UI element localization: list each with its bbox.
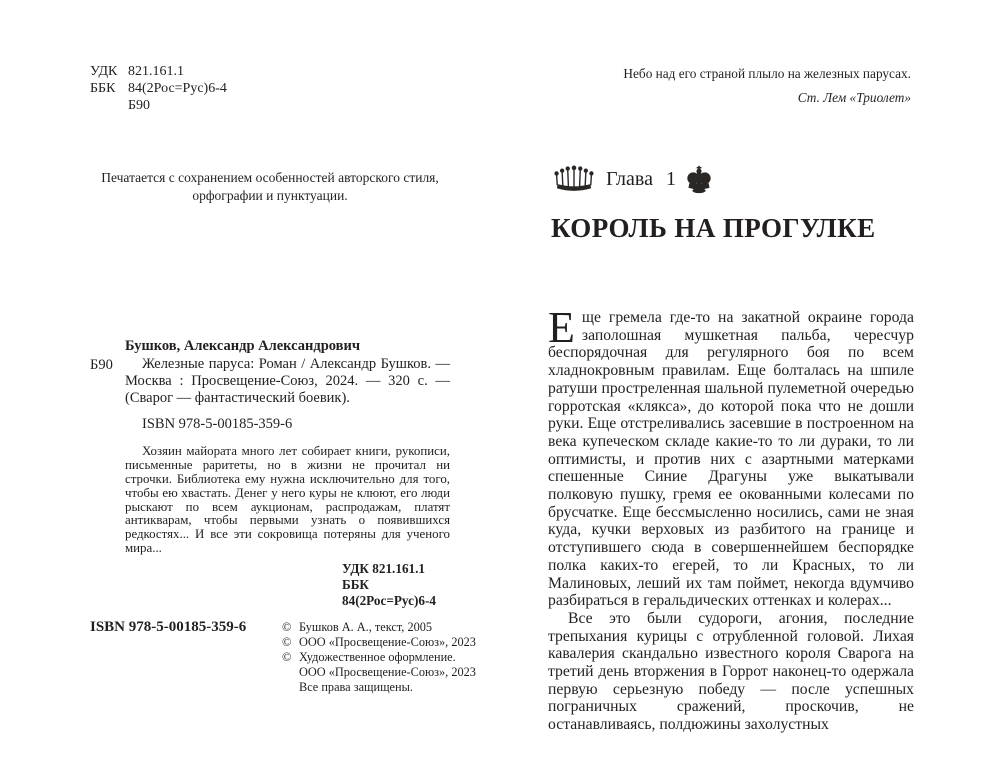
chapter-number: 1 xyxy=(665,167,676,190)
bib-author: Бушков, Александр Александрович xyxy=(125,338,361,354)
copyright-text: Художественное оформление. xyxy=(299,650,456,664)
udk-row xyxy=(90,63,227,80)
bib-udk-line: УДК 821.161.1 xyxy=(342,561,426,577)
bib-description-row xyxy=(90,356,452,407)
bib-description: Железные паруса: Роман / Александр Бушков. — Москва : Просвещение-Союз, 2024. — 320 с. — (Сварог — фантастический боевик). xyxy=(125,355,450,406)
body-paragraph: Еще гремела где-то на закатной окраине города заполошная мушкетная пальба, чересчур беспорядочная для регулярного боя по всем хладнокровным правилам. Еще болталась на шпиле ратуши простреленная шальной пулеметной очередью горротская «клякса», до которой пока что не дошли руки. Еще отстреливались засевшие в построенном на века купеческом складе какие-то то ли дураки, то ли оптимисты, и против них с азартными матерками спешенные Синие Драгуны уже выкатывали полковую пушку, гремя ее окованными колесами по брусчатке. Еще бессмысленно носились, сами не зная куда, кучки верховых из разбитого на границе и отступившего сюда в совершеннейшем беспорядке полка каких-то егерей, то ли Красных, то ли Малиновых, леший их там поймет, некогда вдумчиво разбираться в геральдических оттенках и колерах... xyxy=(548,303,914,610)
copyright-icon: © xyxy=(282,620,292,634)
copyright-entry xyxy=(282,620,482,635)
bbk-row xyxy=(90,80,227,97)
copyright-block xyxy=(282,620,482,695)
udk-value: 821.161.1 xyxy=(128,64,184,79)
chapter-body xyxy=(548,303,914,734)
print-note: Печатается с сохранением особенностей авторского стиля, орфографии и пунктуации. xyxy=(101,170,439,203)
bib-isbn: ISBN 978-5-00185-359-6 xyxy=(142,415,293,432)
chapter-heading xyxy=(551,164,713,194)
copyright-rights-line xyxy=(282,680,482,695)
bbk-label: ББК xyxy=(90,81,116,96)
copyright-icon: © xyxy=(282,650,292,664)
copyright-entry xyxy=(282,635,482,650)
bib-bbk-line: ББК 84(2Рос=Рус)6-4 xyxy=(342,577,436,608)
copyright-entry-continuation xyxy=(282,665,482,680)
bib-margin-sign: Б90 xyxy=(90,356,113,373)
chapter-title: КОРОЛЬ НА ПРОГУЛКЕ xyxy=(551,213,876,243)
classification-block xyxy=(90,63,227,114)
epigraph xyxy=(623,66,911,106)
copyright-entry xyxy=(282,650,482,665)
bib-classification-footer xyxy=(342,561,452,609)
bib-annotation: Хозяин майората много лет собирает книги, рукописи, письменные раритеты, но в жизни не прочитал ни строчки. Библиотека ему нужна исключительно для того, чтобы ею хвастать. Денег у него куры не клюют, его люди рыскают по всем аукционам, распродажам, платят антикварам, чтобы первыми узнать о появившихся редкостях... И все эти сокровища потеряны для ученого мира... xyxy=(125,443,450,556)
copyright-text: Бушков А. А., текст, 2005 xyxy=(299,620,433,634)
chapter-label: Глава xyxy=(606,167,653,190)
copyright-text: ООО «Просвещение-Союз», 2023 xyxy=(299,665,476,679)
body-paragraph: Все это были судороги, агония, последние трепыхания курицы с отрубленной головой. Лихая кавалерия скандально известного короля Сварога на третий день вторжения в Горрот наконец-то одержала первую серьезную победу — после успешных пограничных сражений, проскочив, не останавливаясь, полдюжины захолустных xyxy=(548,609,914,734)
author-sign-row xyxy=(90,97,227,114)
crown-icon xyxy=(685,164,713,194)
copyright-text: ООО «Просвещение-Союз», 2023 xyxy=(299,635,476,649)
epigraph-attribution: Ст. Лем «Триолет» xyxy=(797,89,911,105)
udk-label: УДК xyxy=(90,64,118,79)
coronet-icon xyxy=(551,165,597,193)
author-sign: Б90 xyxy=(128,98,151,113)
isbn-bottom: ISBN 978-5-00185-359-6 xyxy=(90,619,247,635)
bibliographic-block xyxy=(90,338,452,609)
copyright-icon: © xyxy=(282,635,292,649)
epigraph-text: Небо над его страной плыло на железных парусах. xyxy=(623,66,911,81)
copyright-text: Все права защищены. xyxy=(299,680,413,694)
bbk-value: 84(2Рос=Рус)6-4 xyxy=(128,81,227,96)
